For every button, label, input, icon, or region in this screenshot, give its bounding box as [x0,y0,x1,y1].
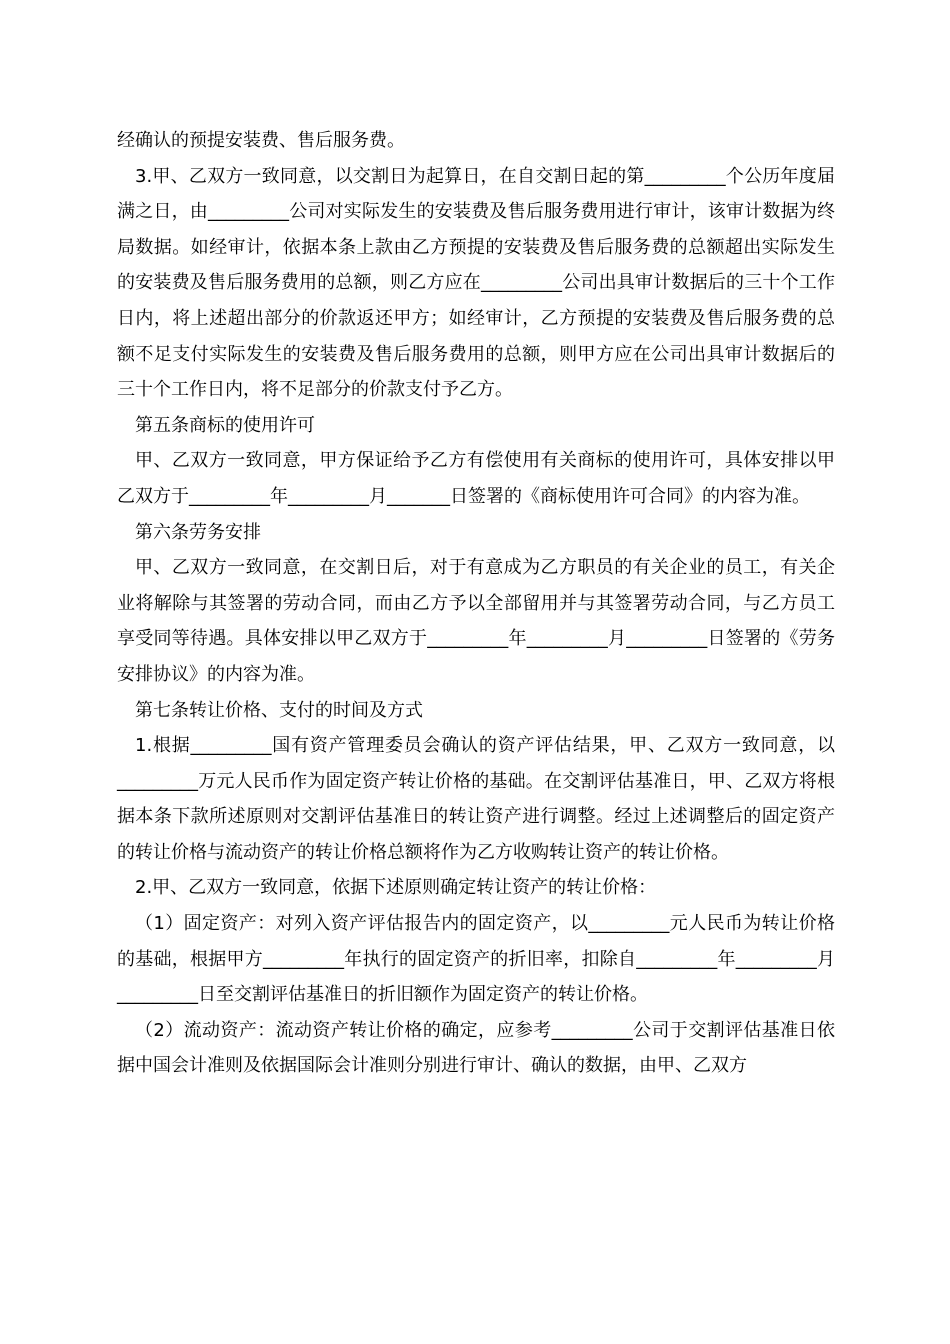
paragraph-clause-3: 3.甲、乙双方一致同意，以交割日为起算日，在自交割日起的第_________个公历年度届满之日，由_________公司对实际发生的安装费及售后服务费用进行审计，该审计数据为终局数据。如经审计，依据本条上款由乙方预提的安装费及售后服务费的总额超出实际发生的安装费及售后服务费用的总额，则乙方应在_________公司出具审计数据后的三十个工作日内，将上述超出部分的价款返还甲方；如经审计，乙方预提的安装费及售后服务费的总额不足支付实际发生的安装费及售后服务费用的总额，则甲方应在公司出具审计数据后的三十个工作日内，将不足部分的价款支付予乙方。 [117,165,835,401]
heading-article-7: 第七条转让价格、支付的时间及方式 [135,699,423,721]
paragraph-current-assets: （2）流动资产：流动资产转让价格的确定，应参考_________公司于交割评估基准日依据中国会计准则及依据国际会计准则分别进行审计、确认的数据，由甲、乙双方 [117,1019,835,1077]
paragraph-article-5: 甲、乙双方一致同意，甲方保证给予乙方有偿使用有关商标的使用许可，具体安排以甲乙双方于_________年_________月_______日签署的《商标使用许可合同》的内容为准。 [117,450,835,507]
paragraph-article-7-clause-1: 1.根据_________国有资产管理委员会确认的资产评估结果，甲、乙双方一致同意，以_________万元人民币作为固定资产转让价格的基础。在交割评估基准日，甲、乙双方将根据本条下款所述原则对交割评估基准日的转让资产进行调整。经过上述调整后的固定资产的转让价格与流动资产的转让价格总额将作为乙方收购转让资产的转让价格。 [117,735,835,863]
paragraph-continuation: 经确认的预提安装费、售后服务费。 [117,130,405,151]
document-body [117,123,835,1084]
paragraph-article-7-clause-2: 2.甲、乙双方一致同意，依据下述原则确定转让资产的转让价格： [135,877,657,899]
heading-article-5: 第五条商标的使用许可 [135,414,315,436]
paragraph-fixed-assets: （1）固定资产：对列入资产评估报告内的固定资产，以_________元人民币为转让价格的基础，根据甲方_________年执行的固定资产的折旧率，扣除自_________年_________月_________日至交割评估基准日的折旧额作为固定资产的转让价格。 [117,913,835,1006]
paragraph-article-6: 甲、乙双方一致同意，在交割日后，对于有意成为乙方职员的有关企业的员工，有关企业将解除与其签署的劳动合同，而由乙方予以全部留用并与其签署劳动合同，与乙方员工享受同等待遇。具体安排以甲乙双方于_________年_________月_________日签署的《劳务安排协议》的内容为准。 [117,557,835,685]
heading-article-6: 第六条劳务安排 [135,521,261,543]
